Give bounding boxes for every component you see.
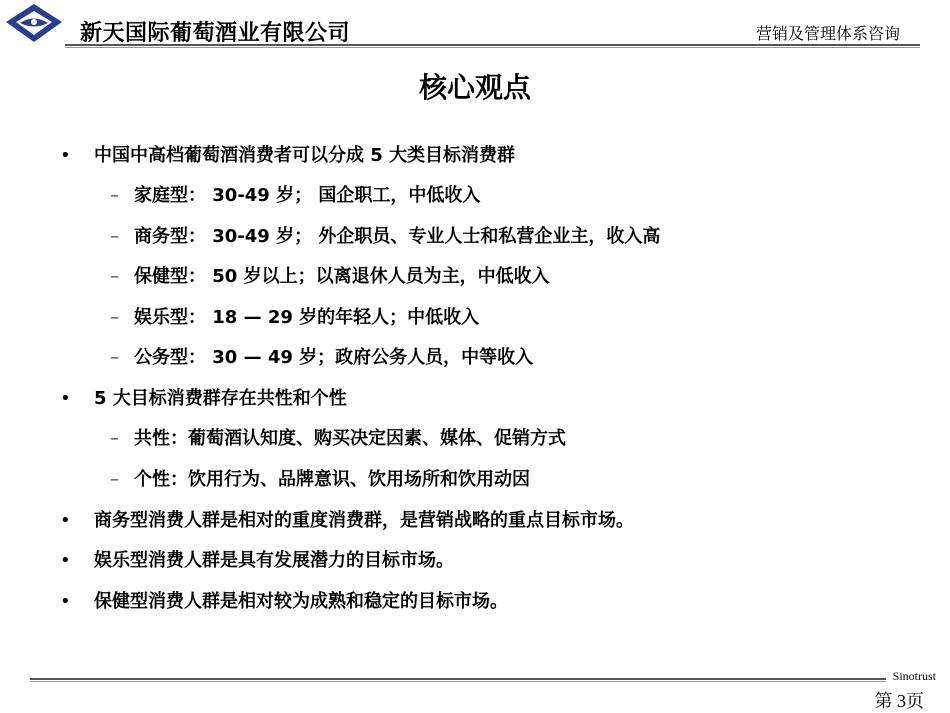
bullet-icon: •	[60, 510, 71, 531]
page-number: 第 3页	[874, 691, 924, 711]
header-divider	[65, 44, 920, 48]
bullet-icon: •	[60, 550, 71, 571]
dash-icon: –	[110, 185, 119, 206]
company-logo	[4, 2, 64, 44]
bullet-item: 5 大目标消费群存在共性和个性	[94, 388, 347, 409]
company-name: 新天国际葡萄酒业有限公司	[80, 21, 351, 46]
dash-icon: –	[110, 428, 119, 449]
sub-item: 共性：葡萄酒认知度、购买决定因素、媒体、促销方式	[134, 428, 566, 449]
sub-item: 娱乐型： 18 — 29 岁的年轻人；中低收入	[134, 307, 480, 328]
sub-item: 保健型： 50 岁以上；以离退休人员为主，中低收入	[134, 266, 550, 287]
bullet-item: 商务型消费人群是相对的重度消费群，是营销战略的重点目标市场。	[94, 510, 634, 531]
dash-icon: –	[110, 347, 119, 368]
bullet-icon: •	[60, 145, 71, 166]
footer-divider	[30, 678, 886, 682]
sub-item: 个性：饮用行为、品牌意识、饮用场所和饮用动因	[134, 469, 530, 490]
dash-icon: –	[110, 469, 119, 490]
dash-icon: –	[110, 226, 119, 247]
bullet-icon: •	[60, 388, 71, 409]
sub-item: 公务型： 30 — 49 岁；政府公务人员，中等收入	[134, 347, 534, 368]
department-label: 营销及管理体系咨询	[755, 24, 900, 43]
bullet-item: 中国中高档葡萄酒消费者可以分成 5 大类目标消费群	[94, 145, 516, 166]
bullet-icon: •	[60, 591, 71, 612]
sub-item: 商务型： 30-49 岁； 外企职员、专业人士和私营企业主，收入高	[134, 226, 661, 247]
bullet-item: 保健型消费人群是相对较为成熟和稳定的目标市场。	[94, 591, 508, 612]
bullet-item: 娱乐型消费人群是具有发展潜力的目标市场。	[94, 550, 454, 571]
footer-brand: Sinotrust	[892, 669, 936, 683]
dash-icon: –	[110, 307, 119, 328]
sub-item: 家庭型： 30-49 岁； 国企职工，中低收入	[134, 185, 481, 206]
dash-icon: –	[110, 266, 119, 287]
page-title: 核心观点	[418, 71, 531, 104]
